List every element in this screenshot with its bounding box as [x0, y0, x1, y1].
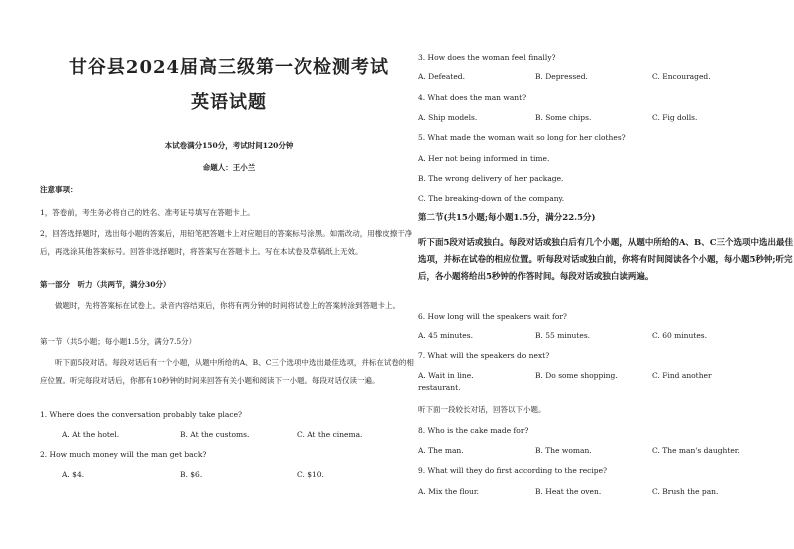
part1-heading: 第一部分 听力（共两节，满分30分） [40, 280, 171, 289]
q1-option-c[interactable]: C. At the cinema. [297, 430, 363, 439]
q8-option-b[interactable]: B. The woman. [535, 446, 592, 455]
question-1-options [40, 430, 418, 441]
part1-intro: 做题时，先将答案标在试卷上。录音内容结束后，你将有两分钟的时间将试卷上的答案转涂到答题卡上。 [55, 301, 400, 310]
exam-subject: 英语试题 [191, 92, 267, 113]
q2-option-c[interactable]: C. $10. [297, 470, 324, 479]
question-6-options [418, 331, 794, 342]
q5-option-c[interactable]: C. The breaking-down of the company. [418, 194, 565, 203]
q1-option-b[interactable]: B. At the customs. [180, 430, 250, 439]
question-4-options [418, 113, 794, 124]
q6-option-a[interactable]: A. 45 minutes. [418, 331, 473, 340]
q5-option-b[interactable]: B. The wrong delivery of her package. [418, 174, 564, 183]
note-1: 1，答卷前，考生务必将自己的姓名、准考证号填写在答题卡上。 [40, 208, 255, 217]
question-4: 4. What does the man want? [418, 93, 527, 102]
q2-option-b[interactable]: B. $6. [180, 470, 203, 479]
q1-option-a[interactable]: A. At the hotel. [62, 430, 120, 439]
q9-option-c[interactable]: C. Brush the pan. [652, 487, 719, 496]
q4-option-c[interactable]: C. Fig dolls. [652, 113, 698, 122]
exam-info: 本试卷满分150分，考试时间120分钟 [164, 141, 294, 150]
q4-option-b[interactable]: B. Some chips. [535, 113, 592, 122]
q8-option-a[interactable]: A. The man. [418, 446, 464, 455]
question-7: 7. What will the speakers do next? [418, 351, 550, 360]
section2-heading: 第二节(共15小题;每小题1.5分，满分22.5分) [418, 213, 596, 223]
q4-option-a[interactable]: A. Ship models. [418, 113, 478, 122]
question-3-options [418, 72, 794, 83]
q2-option-a[interactable]: A. $4. [62, 470, 85, 479]
question-8: 8. Who is the cake made for? [418, 426, 529, 435]
q7-option-b[interactable]: B. Do some shopping. [535, 371, 618, 380]
question-8-options [418, 446, 794, 457]
section2-intro: 听下面5段对话或独白。每段对话或独白后有几个小题，从题中所给的A、B、C三个选项中选出最佳选项，并标在试卷的相应位置。听每段对话或独白前，你将有时间阅读各个小题，每小题5秒钟;听完后，各小题将给出5秒钟的作答时间。每段对话或独白读两遍。 [418, 238, 793, 282]
section1-intro: 听下面5段对话。每段对话后有一个小题，从题中所给的A、B、C三个选项中选出最佳选项，并标在试卷的相应位置。听完每段对话后，你都有10秒钟的时间来回答有关小题和阅读下一小题。每段对话仅读一遍。 [40, 358, 414, 385]
q7-option-c[interactable]: C. Find another [652, 371, 712, 380]
dialog-intro: 听下面一段较长对话，回答以下小题。 [418, 405, 546, 414]
section1-heading: 第一节（共5小题；每小题1.5分，满分7.5分） [40, 337, 197, 346]
q6-option-c[interactable]: C. 60 minutes. [652, 331, 708, 340]
question-1: 1. Where does the conversation probably take place? [40, 410, 243, 419]
question-9: 9. What will they do first according to the recipe? [418, 466, 608, 475]
question-6: 6. How long will the speakers wait for? [418, 312, 567, 321]
q6-option-b[interactable]: B. 55 minutes. [535, 331, 591, 340]
exam-author: 命题人：王小兰 [202, 163, 256, 172]
q3-option-b[interactable]: B. Depressed. [535, 72, 588, 81]
question-9-options [418, 487, 794, 498]
q9-option-a[interactable]: A. Mix the flour. [418, 487, 480, 496]
q8-option-c[interactable]: C. The man's daughter. [652, 446, 740, 455]
question-3: 3. How does the woman feel finally? [418, 53, 556, 62]
q5-option-a[interactable]: A. Her not being informed in time. [418, 154, 550, 163]
q7-option-c-continued: restaurant. [418, 383, 461, 392]
q7-option-a[interactable]: A. Wait in line. [418, 371, 474, 380]
question-2: 2. How much money will the man get back? [40, 450, 207, 459]
q3-option-a[interactable]: A. Defeated. [418, 72, 465, 81]
notes-heading: 注意事项： [40, 185, 78, 194]
question-2-options [40, 470, 418, 481]
q9-option-b[interactable]: B. Heat the oven. [535, 487, 602, 496]
exam-title: 甘谷县2024届高三级第一次检测考试 [68, 57, 390, 78]
question-7-options [418, 371, 794, 382]
note-2: 2，回答选择题时，选出每小题的答案后，用铅笔把答题卡上对应题目的答案标号涂黑。如需改动，用橡皮擦干净后，再选涂其他答案标号。回答非选择题时，将答案写在答题卡上。写在本试卷及草稿纸上无效。 [40, 229, 413, 256]
question-5: 5. What made the woman wait so long for her clothes? [418, 133, 626, 142]
q3-option-c[interactable]: C. Encouraged. [652, 72, 711, 81]
